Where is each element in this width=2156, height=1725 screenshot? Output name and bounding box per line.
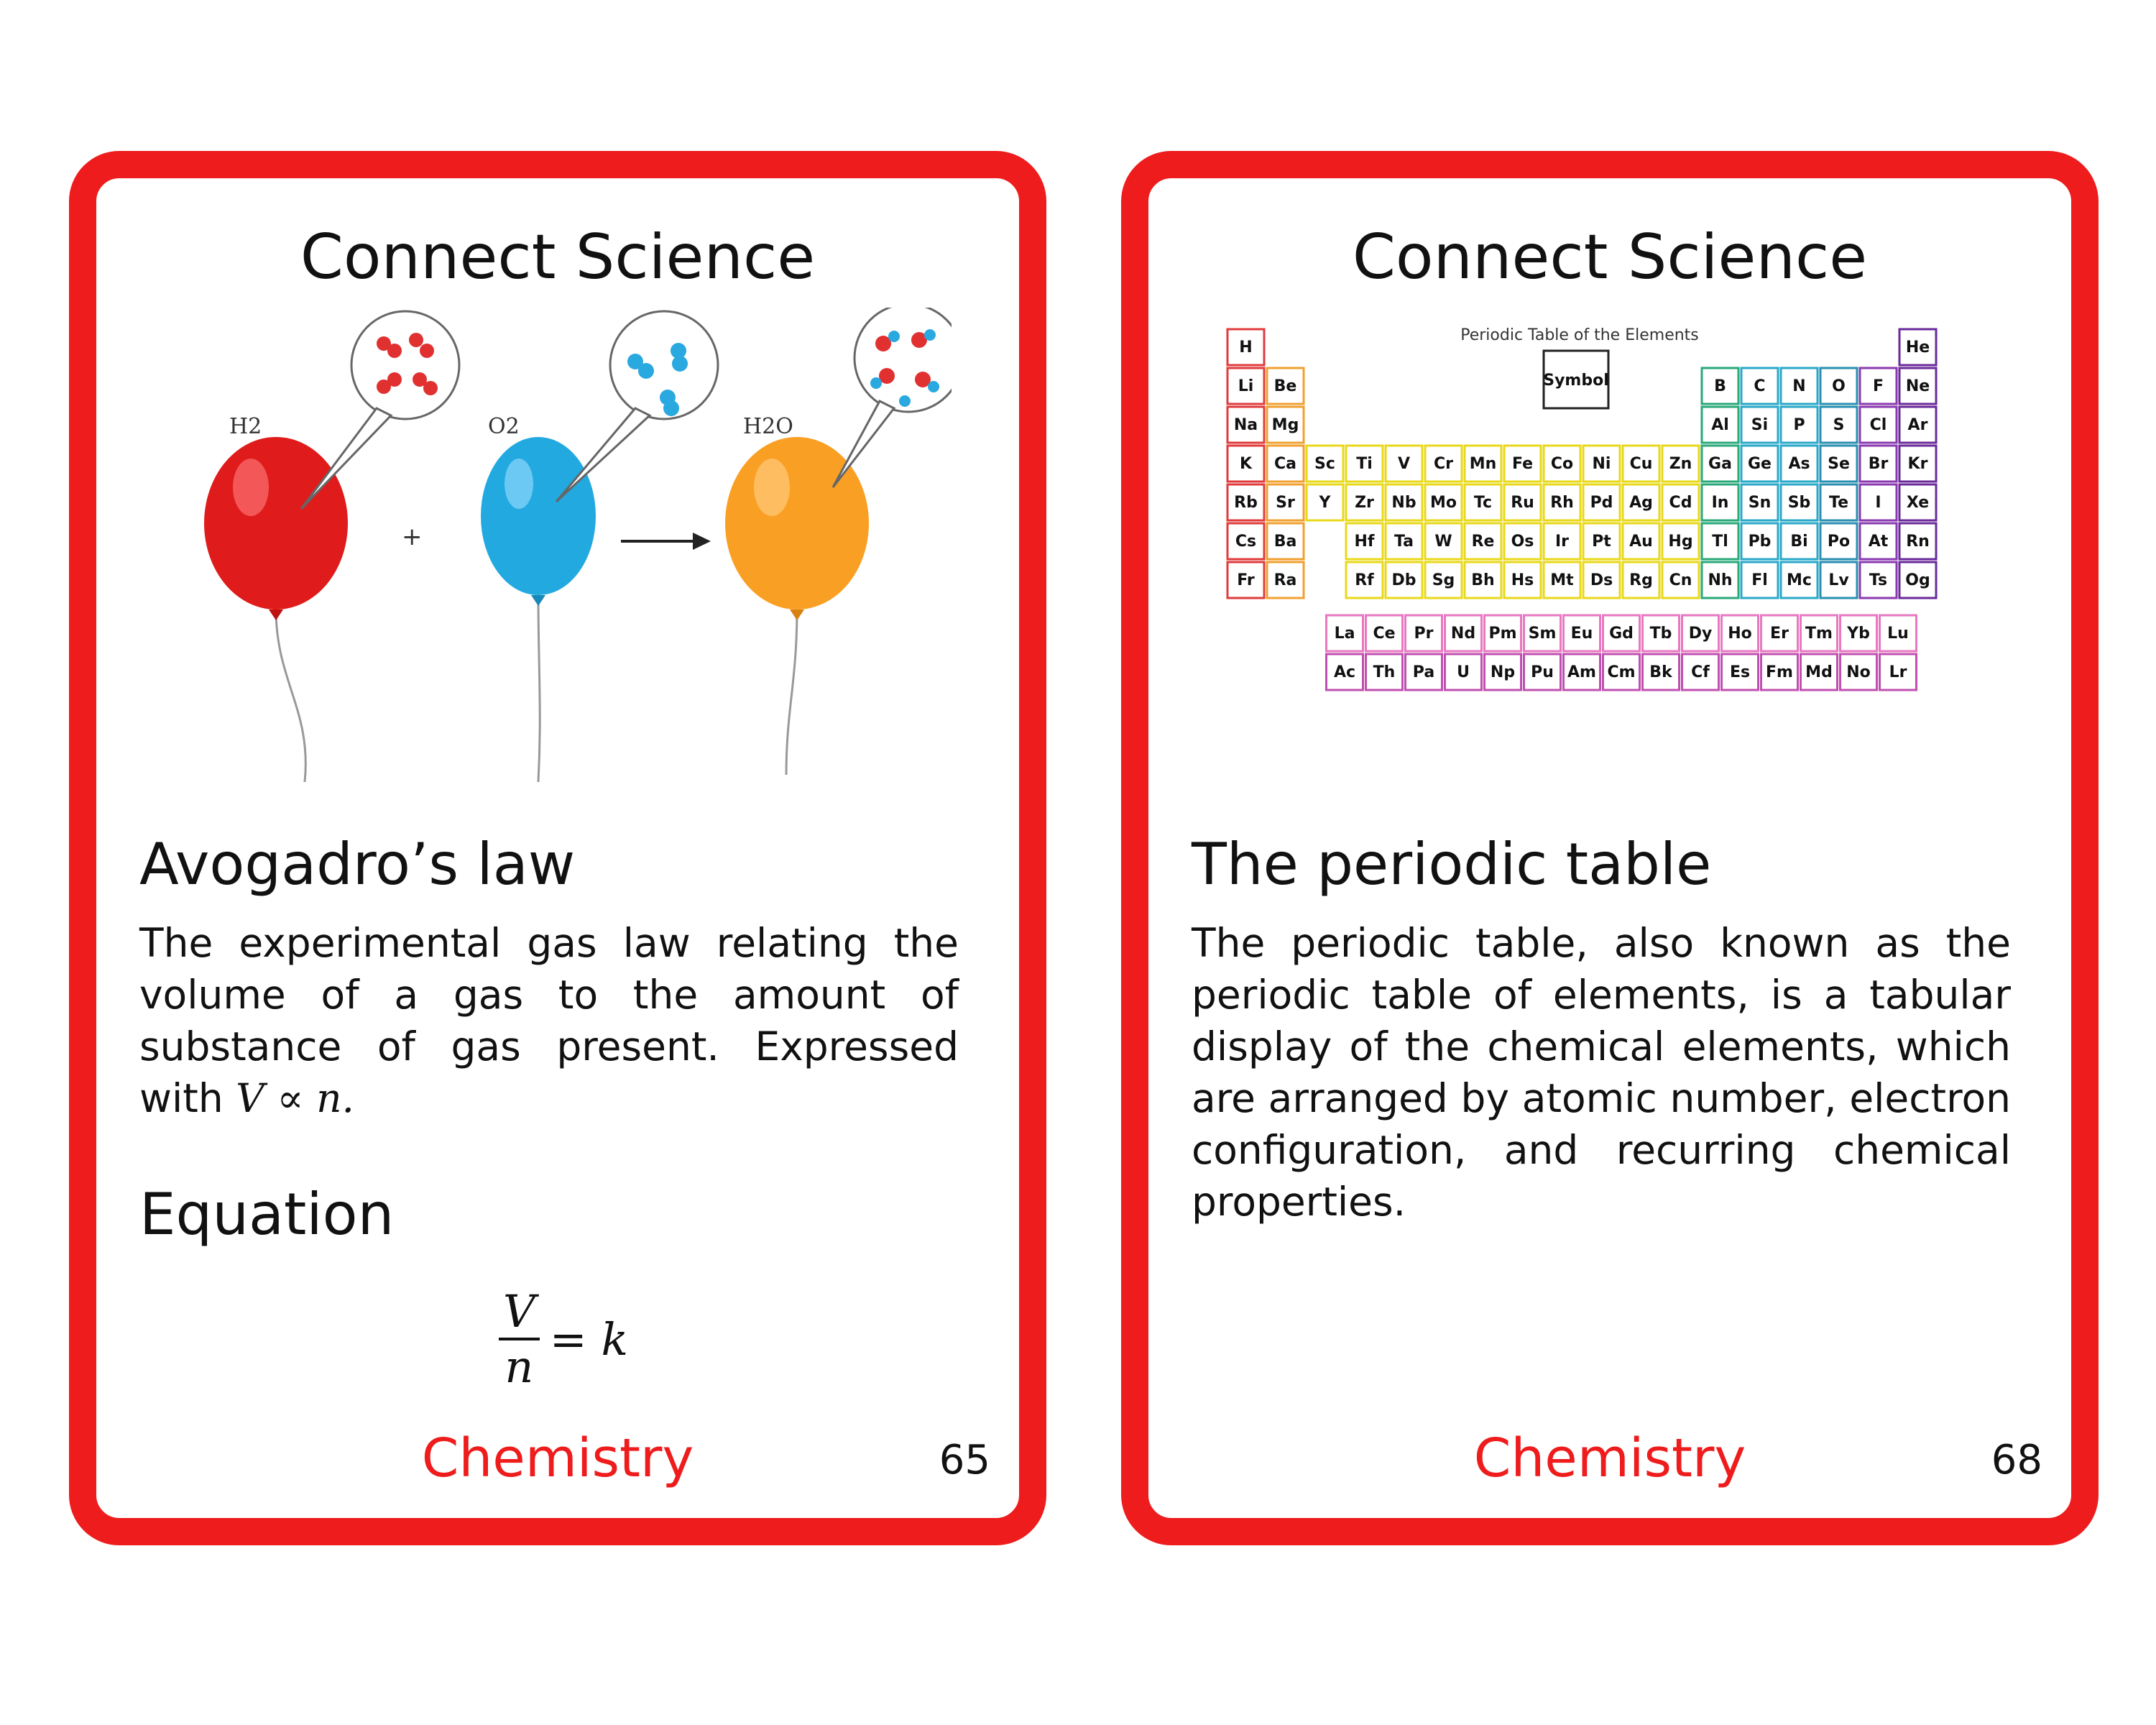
element-symbol: Sg xyxy=(1432,571,1455,589)
element-symbol: Pm xyxy=(1488,625,1517,643)
element-Cf xyxy=(1682,654,1719,690)
element-Dy xyxy=(1682,615,1719,651)
element-Br xyxy=(1860,446,1897,482)
element-Os xyxy=(1504,523,1541,559)
element-symbol: Mt xyxy=(1550,571,1574,589)
element-Hs xyxy=(1504,562,1541,598)
element-symbol: Fm xyxy=(1766,663,1793,681)
element-Ge xyxy=(1741,446,1778,482)
element-Be xyxy=(1267,368,1304,404)
element-symbol: Ar xyxy=(1907,416,1928,434)
element-K xyxy=(1227,446,1264,482)
element-symbol: Fe xyxy=(1511,455,1534,473)
element-O xyxy=(1820,368,1857,404)
element-symbol: Db xyxy=(1391,571,1416,589)
element-symbol: Si xyxy=(1751,416,1769,434)
element-Th xyxy=(1366,654,1403,690)
element-Ca xyxy=(1267,446,1304,482)
element-symbol: S xyxy=(1833,416,1845,434)
proportional-expression: V ∝ n. xyxy=(236,1075,354,1121)
element-symbol: Zn xyxy=(1669,455,1692,473)
h2-balloon-body xyxy=(204,437,348,610)
element-symbol: Sn xyxy=(1748,494,1772,512)
subject-label: Chemistry xyxy=(421,1427,694,1489)
element-Lu xyxy=(1880,615,1917,651)
element-Ne xyxy=(1899,368,1936,404)
element-Am xyxy=(1564,654,1600,690)
periodic-table-caption: Periodic Table of the Elements xyxy=(1460,326,1699,344)
element-symbol: At xyxy=(1868,533,1889,551)
card-number: 68 xyxy=(1991,1437,2042,1484)
card-title: Connect Science xyxy=(1352,221,1868,293)
element-symbol: Ne xyxy=(1905,377,1930,395)
element-Sr xyxy=(1267,484,1304,520)
element-symbol: La xyxy=(1334,625,1355,643)
element-symbol: Rh xyxy=(1550,494,1574,512)
element-symbol: Dy xyxy=(1688,625,1713,643)
element-In xyxy=(1702,484,1738,520)
element-symbol: Ru xyxy=(1511,494,1534,512)
element-symbol: Ac xyxy=(1333,663,1356,681)
element-symbol: Eu xyxy=(1570,625,1593,643)
reaction-arrow-icon xyxy=(621,533,711,550)
element-symbol: Te xyxy=(1828,494,1849,512)
element-symbol: Og xyxy=(1905,571,1930,589)
o2-balloon xyxy=(481,437,596,606)
element-Pa xyxy=(1406,654,1442,690)
element-symbol: Ir xyxy=(1554,533,1570,551)
plus-sign: + xyxy=(402,523,423,551)
equation-denominator: n xyxy=(505,1340,534,1393)
element-symbol: Co xyxy=(1550,455,1574,473)
element-La xyxy=(1327,615,1363,651)
element-symbol: Ce xyxy=(1373,625,1396,643)
element-symbol: Sm xyxy=(1528,625,1557,643)
element-symbol: B xyxy=(1714,377,1726,395)
element-symbol: Pt xyxy=(1592,533,1611,551)
element-symbol: Se xyxy=(1828,455,1850,473)
element-symbol: O xyxy=(1832,377,1846,395)
element-symbol: Ts xyxy=(1869,571,1888,589)
element-symbol: Re xyxy=(1471,533,1495,551)
subject-label: Chemistry xyxy=(1473,1427,1746,1489)
element-Bh xyxy=(1465,562,1501,598)
element-Zr xyxy=(1346,484,1383,520)
element-Ts xyxy=(1860,562,1897,598)
element-symbol: Ti xyxy=(1356,455,1373,473)
element-Rb xyxy=(1227,484,1264,520)
element-symbol: N xyxy=(1792,377,1806,395)
element-symbol: In xyxy=(1711,494,1729,512)
element-symbol: K xyxy=(1239,455,1253,473)
element-symbol: C xyxy=(1754,377,1766,395)
element-symbol: Nb xyxy=(1391,494,1416,512)
element-Tb xyxy=(1643,615,1680,651)
element-symbol: Hg xyxy=(1668,533,1693,551)
periodic-table-key: Symbol xyxy=(1543,372,1609,390)
element-Fe xyxy=(1504,446,1541,482)
element-symbol: Li xyxy=(1238,377,1254,395)
element-symbol: Cr xyxy=(1434,455,1453,473)
element-Cr xyxy=(1425,446,1462,482)
element-symbol: Pr xyxy=(1414,625,1434,643)
element-Tl xyxy=(1702,523,1738,559)
equation xyxy=(499,1285,628,1393)
element-symbol: Hf xyxy=(1354,533,1375,551)
element-Cu xyxy=(1623,446,1659,482)
element-symbol: Rb xyxy=(1234,494,1258,512)
element-Zn xyxy=(1662,446,1699,482)
element-As xyxy=(1781,446,1818,482)
element-S xyxy=(1820,407,1857,443)
element-Pb xyxy=(1741,523,1778,559)
element-V xyxy=(1386,446,1422,482)
element-symbol: Sc xyxy=(1314,455,1335,473)
element-symbol: Sr xyxy=(1276,494,1295,512)
periodic-table-illustration xyxy=(1220,308,2004,782)
element-At xyxy=(1860,523,1897,559)
element-symbol: Au xyxy=(1629,533,1653,551)
element-N xyxy=(1781,368,1818,404)
element-Ds xyxy=(1583,562,1620,598)
h2-label: H2 xyxy=(229,414,262,439)
element-Ta xyxy=(1386,523,1422,559)
element-symbol: Os xyxy=(1511,533,1534,551)
element-Nd xyxy=(1445,615,1482,651)
element-F xyxy=(1860,368,1897,404)
element-Ti xyxy=(1346,446,1383,482)
element-Co xyxy=(1544,446,1580,482)
element-Sn xyxy=(1741,484,1778,520)
element-Nh xyxy=(1702,562,1738,598)
element-Re xyxy=(1465,523,1501,559)
element-Mc xyxy=(1781,562,1818,598)
element-symbol: Np xyxy=(1490,663,1516,681)
element-symbol: Ra xyxy=(1273,571,1297,589)
element-symbol: Rg xyxy=(1629,571,1653,589)
element-Mg xyxy=(1267,407,1304,443)
element-Lr xyxy=(1880,654,1917,690)
element-symbol: Ag xyxy=(1629,494,1653,512)
element-Ce xyxy=(1366,615,1403,651)
element-symbol: H xyxy=(1239,339,1253,356)
element-Al xyxy=(1702,407,1738,443)
element-symbol: Al xyxy=(1711,416,1729,434)
element-symbol: Er xyxy=(1770,625,1789,643)
element-symbol: Y xyxy=(1319,494,1331,512)
element-U xyxy=(1445,654,1482,690)
element-Tm xyxy=(1801,615,1838,651)
element-Md xyxy=(1801,654,1838,690)
element-symbol: W xyxy=(1434,533,1452,551)
h2o-label: H2O xyxy=(743,414,793,439)
element-H xyxy=(1227,329,1264,365)
element-Yb xyxy=(1841,615,1877,651)
element-symbol: He xyxy=(1905,339,1930,356)
card-heading: The periodic table xyxy=(1192,831,1712,898)
element-Rn xyxy=(1899,523,1936,559)
element-symbol: Yb xyxy=(1847,625,1870,643)
element-Te xyxy=(1820,484,1857,520)
element-symbol: Cn xyxy=(1669,571,1692,589)
element-symbol: P xyxy=(1793,416,1805,434)
element-symbol: Sb xyxy=(1787,494,1811,512)
equation-heading: Equation xyxy=(139,1181,395,1248)
element-symbol: Fr xyxy=(1237,571,1255,589)
element-symbol: Am xyxy=(1567,663,1596,681)
element-Bk xyxy=(1643,654,1680,690)
element-symbol: Be xyxy=(1273,377,1297,395)
element-symbol: Cs xyxy=(1235,533,1257,551)
o2-label: O2 xyxy=(488,414,520,439)
card-body xyxy=(139,917,959,1124)
element-Gd xyxy=(1603,615,1640,651)
element-Pm xyxy=(1485,615,1521,651)
element-Db xyxy=(1386,562,1422,598)
element-No xyxy=(1841,654,1877,690)
element-symbol: Ba xyxy=(1273,533,1297,551)
element-symbol: Bk xyxy=(1649,663,1672,681)
card-heading: Avogadro’s law xyxy=(139,831,576,898)
element-symbol: Tm xyxy=(1805,625,1833,643)
equation-rest: = k xyxy=(549,1312,629,1366)
element-Y xyxy=(1307,484,1343,520)
element-Nb xyxy=(1386,484,1422,520)
element-symbol: As xyxy=(1788,455,1810,473)
element-symbol: Lv xyxy=(1828,571,1849,589)
element-symbol: Es xyxy=(1729,663,1751,681)
element-Se xyxy=(1820,446,1857,482)
element-symbol: Mn xyxy=(1469,455,1497,473)
element-symbol: Tc xyxy=(1473,494,1493,512)
h2-balloon xyxy=(204,437,348,620)
element-W xyxy=(1425,523,1462,559)
element-symbol: Mg xyxy=(1271,416,1299,434)
element-Si xyxy=(1741,407,1778,443)
element-He xyxy=(1899,329,1936,365)
element-Cs xyxy=(1227,523,1264,559)
element-symbol: Tl xyxy=(1712,533,1728,551)
element-Er xyxy=(1761,615,1798,651)
element-symbol: U xyxy=(1457,663,1470,681)
element-symbol: Rf xyxy=(1355,571,1374,589)
element-Ar xyxy=(1899,407,1936,443)
element-symbol: F xyxy=(1872,377,1884,395)
element-Es xyxy=(1722,654,1759,690)
element-I xyxy=(1860,484,1897,520)
element-symbol: Ni xyxy=(1592,455,1611,473)
element-symbol: Cd xyxy=(1669,494,1692,512)
element-symbol: Hs xyxy=(1511,571,1534,589)
flashcard-avogadro xyxy=(69,151,1046,1545)
element-Ru xyxy=(1504,484,1541,520)
element-symbol: Md xyxy=(1805,663,1833,681)
element-Mo xyxy=(1425,484,1462,520)
element-Pu xyxy=(1524,654,1561,690)
element-symbol: Pd xyxy=(1590,494,1613,512)
element-Tc xyxy=(1465,484,1501,520)
element-symbol: Th xyxy=(1373,663,1396,681)
element-Sm xyxy=(1524,615,1561,651)
element-symbol: Fl xyxy=(1751,571,1768,589)
element-symbol: Cm xyxy=(1607,663,1636,681)
element-symbol: Cl xyxy=(1869,416,1887,434)
card-body: The periodic table, also known as the periodic table of elements, is a tabular display of the chemical elements, which are arranged by atomic number, electron configuration, and recurring chemical properties. xyxy=(1192,920,2011,1225)
element-symbol: I xyxy=(1875,494,1881,512)
element-Mn xyxy=(1465,446,1501,482)
element-P xyxy=(1781,407,1818,443)
element-Hf xyxy=(1346,523,1383,559)
element-Cm xyxy=(1603,654,1640,690)
element-symbol: Xe xyxy=(1906,494,1930,512)
element-symbol: Cu xyxy=(1629,455,1653,473)
element-Eu xyxy=(1564,615,1600,651)
element-Ho xyxy=(1722,615,1759,651)
element-symbol: Tb xyxy=(1649,625,1672,643)
element-Ga xyxy=(1702,446,1738,482)
card-body-text: The experimental gas law relating the volume of a gas to the amount of substance of gas present. Expressed with xyxy=(139,920,959,1121)
balloon-reaction-illustration xyxy=(168,308,952,782)
element-Pd xyxy=(1583,484,1620,520)
element-Ni xyxy=(1583,446,1620,482)
element-symbol: Lr xyxy=(1889,663,1907,681)
element-symbol: Ho xyxy=(1728,625,1752,643)
element-Pr xyxy=(1406,615,1442,651)
element-Pt xyxy=(1583,523,1620,559)
element-symbol: Mc xyxy=(1787,571,1812,589)
element-symbol: Ca xyxy=(1274,455,1296,473)
equation-numerator: V xyxy=(499,1285,540,1340)
element-symbol: Lu xyxy=(1887,625,1909,643)
element-Fm xyxy=(1761,654,1798,690)
element-symbol: Zr xyxy=(1355,494,1374,512)
element-Rg xyxy=(1623,562,1659,598)
element-B xyxy=(1702,368,1738,404)
element-Cn xyxy=(1662,562,1699,598)
element-symbol: Pu xyxy=(1531,663,1554,681)
element-Cd xyxy=(1662,484,1699,520)
element-Ag xyxy=(1623,484,1659,520)
element-symbol: Ga xyxy=(1708,455,1732,473)
element-Rf xyxy=(1346,562,1383,598)
element-Mt xyxy=(1544,562,1580,598)
element-Kr xyxy=(1899,446,1936,482)
element-symbol: Mo xyxy=(1429,494,1457,512)
element-Au xyxy=(1623,523,1659,559)
element-Sg xyxy=(1425,562,1462,598)
element-symbol: Cf xyxy=(1691,663,1710,681)
element-symbol: No xyxy=(1846,663,1871,681)
element-Ac xyxy=(1327,654,1363,690)
element-Lv xyxy=(1820,562,1857,598)
element-symbol: Ge xyxy=(1748,455,1772,473)
element-symbol: Kr xyxy=(1907,455,1928,473)
card-number: 65 xyxy=(939,1437,990,1484)
element-Ir xyxy=(1544,523,1580,559)
element-C xyxy=(1741,368,1778,404)
card-title: Connect Science xyxy=(300,221,816,293)
element-Sc xyxy=(1307,446,1343,482)
o2-balloon-body xyxy=(481,437,596,595)
element-Fl xyxy=(1741,562,1778,598)
element-Fr xyxy=(1227,562,1264,598)
element-Cl xyxy=(1860,407,1897,443)
element-Sb xyxy=(1781,484,1818,520)
element-symbol: Rn xyxy=(1906,533,1930,551)
element-Ra xyxy=(1267,562,1304,598)
element-Bi xyxy=(1781,523,1818,559)
element-symbol: Nh xyxy=(1708,571,1733,589)
element-symbol: Bh xyxy=(1471,571,1495,589)
element-Hg xyxy=(1662,523,1699,559)
element-Li xyxy=(1227,368,1264,404)
element-symbol: Na xyxy=(1233,416,1258,434)
element-Ba xyxy=(1267,523,1304,559)
element-Po xyxy=(1820,523,1857,559)
element-symbol: Po xyxy=(1827,533,1851,551)
element-symbol: Bi xyxy=(1790,533,1808,551)
element-Xe xyxy=(1899,484,1936,520)
element-symbol: V xyxy=(1397,455,1411,473)
element-symbol: Ds xyxy=(1590,571,1613,589)
flashcard-periodic-table xyxy=(1121,151,2099,1545)
element-symbol: Pa xyxy=(1412,663,1435,681)
element-Og xyxy=(1899,562,1936,598)
element-Na xyxy=(1227,407,1264,443)
element-symbol: Br xyxy=(1868,455,1889,473)
element-symbol: Gd xyxy=(1609,625,1634,643)
element-Np xyxy=(1485,654,1521,690)
element-Rh xyxy=(1544,484,1580,520)
element-symbol: Ta xyxy=(1393,533,1414,551)
element-symbol: Nd xyxy=(1450,625,1476,643)
element-symbol: Pb xyxy=(1748,533,1772,551)
